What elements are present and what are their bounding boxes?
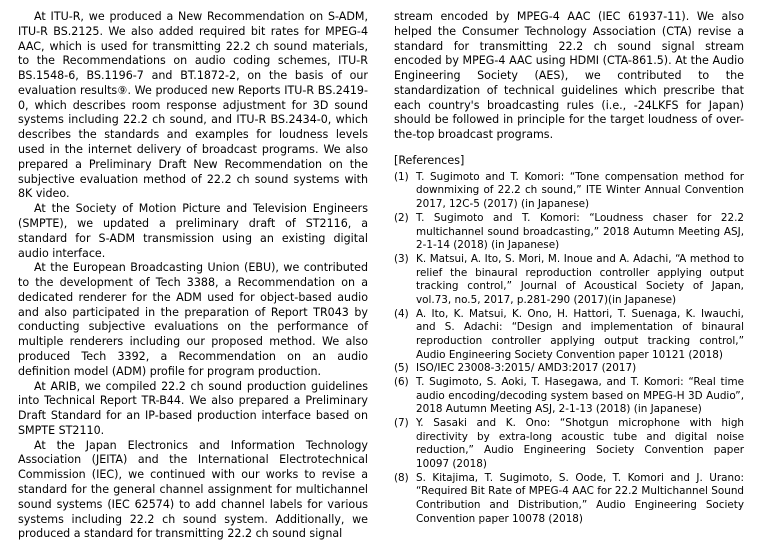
reference-text: ISO/IEC 23008-3:2015/ AMD3:2017 (2017)	[416, 362, 637, 375]
reference-number: (3)	[394, 252, 409, 265]
paragraph-smpte: At the Society of Motion Picture and Television Engineers (SMPTE), we updated a preliminary draft of ST2116, a standard for S-ADM transmission using an existing digital audio interface.	[18, 202, 368, 260]
reference-text: T. Sugimoto and T. Komori: “Tone compensation method for downmixing of 22.2 ch sound,” ITE Winter Annual Convention 2017, 12C-5 (2017) (in Japanese)	[416, 170, 744, 211]
reference-item	[394, 253, 744, 308]
reference-text: Y. Sasaki and K. Ono: “Shotgun microphone with high directivity by extra-long acoustic tube and digital noise reduction,” Audio Engineering Society Convention paper 10097 (2018)	[416, 416, 744, 470]
reference-number: (8)	[394, 471, 409, 484]
reference-item	[394, 417, 744, 472]
reference-text: A. Ito, K. Matsui, K. Ono, H. Hattori, T. Suenaga, K. Iwauchi, and S. Adachi: “Design and implementation of binaural reproduction controller applying output tracking control,” Audio Engineering Society Convention paper 10121 (2018)	[416, 307, 744, 361]
right-column	[394, 10, 744, 532]
reference-item	[394, 362, 744, 376]
paragraph-arib: At ARIB, we compiled 22.2 ch sound production guidelines into Technical Report TR-B44. We also prepared a Preliminary Draft Standard for an IP-based production interface based on SMPTE ST2110.	[18, 379, 368, 437]
reference-text: T. Sugimoto and T. Komori: “Loudness chaser for 22.2 multichannel sound broadcasting,” 2018 Autumn Meeting ASJ, 2-1-14 (2018) (in Japanese)	[416, 211, 744, 252]
paragraph-ebu: At the European Broadcasting Union (EBU), we contributed to the development of Tech 3388, a Recommendation on a dedicated renderer for the ADM used for object-based audio and also participated in the preparation of Report TR043 by conducting subjective evaluations on the performance of multiple renderers including our proposed method. We also produced Tech 3392, a Recommendation on an audio definition model (ADM) profile for program production.	[18, 261, 368, 378]
reference-number: (4)	[394, 307, 409, 320]
reference-number: (7)	[394, 416, 409, 429]
reference-item	[394, 376, 744, 417]
reference-number: (1)	[394, 170, 409, 183]
paragraph-continuation: stream encoded by MPEG-4 AAC (IEC 61937-11). We also helped the Consumer Technology Association (CTA) revise a standard for transmitting 22.2 ch sound signal stream encoded by MPEG-4 AAC using HDMI (CTA-861.5). At the Audio Engineering Society (AES), we contributed to the standardization of technical guidelines which prescribe that each country's broadcasting rules (i.e., -24LKFS for Japan) should be followed in principle for the target loudness of over-the-top broadcast programs.	[394, 10, 744, 142]
reference-item	[394, 171, 744, 212]
reference-item	[394, 472, 744, 527]
references-list	[394, 171, 744, 526]
reference-item	[394, 308, 744, 363]
reference-text: T. Sugimoto, S. Aoki, T. Hasegawa, and T. Komori: “Real time audio encoding/decoding system based on MPEG-H 3D Audio”, 2018 Autumn Meeting ASJ, 2-1-13 (2018) (in Japanese)	[416, 375, 744, 416]
references-heading: [References]	[394, 154, 465, 168]
reference-text: K. Matsui, A. Ito, S. Mori, M. Inoue and A. Adachi, “A method to relief the binaural reproduction controller applying output tracking control,” Journal of Acoustical Society of Japan, vol.73, no.5, 2017, p.281-290 (2017)(in Japanese)	[416, 252, 744, 306]
reference-number: (6)	[394, 375, 409, 388]
reference-number: (5)	[394, 362, 409, 375]
two-column-layout	[18, 10, 751, 541]
paragraph-jeita-iec: At the Japan Electronics and Information Technology Association (JEITA) and the International Electrotechnical Commission (IEC), we continued with our works to revise a standard for the general channel assignment for multichannel sound systems (IEC 62574) to add channel labels for various systems including 22.2 ch sound system. Additionally, we produced a standard for transmitting 22.2 ch sound signal	[18, 438, 368, 541]
reference-item	[394, 212, 744, 253]
reference-text: S. Kitajima, T. Sugimoto, S. Oode, T. Komori and J. Urano: “Required Bit Rate of MPEG-4 AAC for 22.2 Multichannel Sound Contribution and Distribution,” Audio Engineering Society Convention paper 10078 (2018)	[416, 471, 744, 525]
paragraph-itur: At ITU-R, we produced a New Recommendation on S-ADM, ITU-R BS.2125. We also added required bit rates for MPEG-4 AAC, which is used for transmitting 22.2 ch sound materials, to the Recommendations on audio coding schemes, ITU-R BS.1548-6, BS.1196-7 and BT.1872-2, on the basis of our evaluation results⑨. We produced new Reports ITU-R BS.2419-0, which describes room response adjustment for 3D sound systems including 22.2 ch sound, and ITU-R BS.2434-0, which describes the standards and examples for loudness levels used in the internet delivery of broadcast programs. We also prepared a Preliminary Draft New Recommendation on the subjective evaluation method of 22.2 ch sound systems with 8K video.	[18, 10, 368, 201]
reference-number: (2)	[394, 211, 409, 224]
left-column	[18, 10, 368, 541]
